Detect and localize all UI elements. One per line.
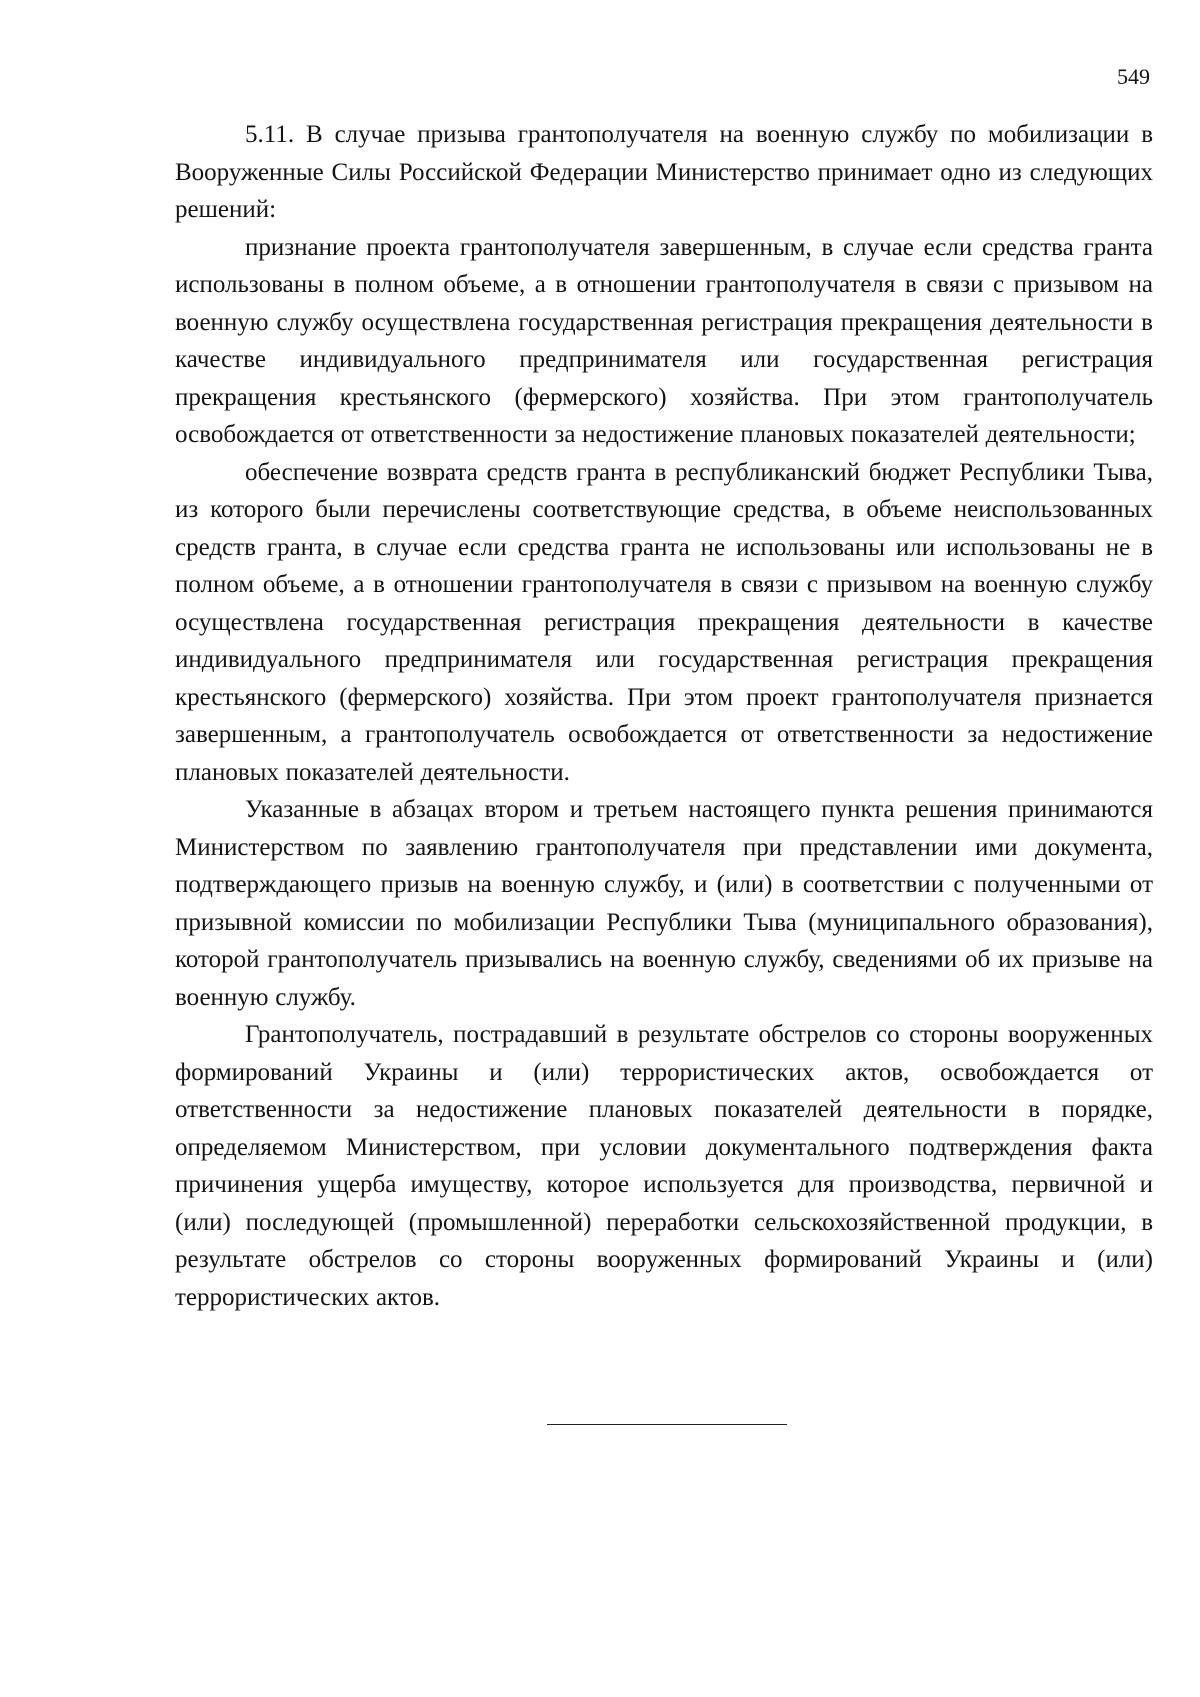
page-number: 549 <box>1117 64 1150 89</box>
paragraph-shelling-exemption: Грантополучатель, пострадавший в результате обстрелов со стороны вооруженных формирований Украины и (или) террористических актов, освобождается от ответственности за недостижение плановых показателей деятельности в порядке, определяемом Министерством, при условии документального подтверждения факта причинения ущерба имуществу, которое используется для производства, первичной и (или) последующей (промышленной) переработки сельскохозяйственной продукции, в результате обстрелов со стороны вооруженных формирований Украины и (или) террористических актов. <box>175 1021 1153 1311</box>
paragraph-project-completed: признание проекта грантополучателя завершенным, в случае если средства гранта использованы в полном объеме, а в отношении грантополучателя в связи с призывом на военную службу осуществлена государственная регистрация прекращения деятельности в качестве индивидуального предпринимателя или государственная регистрация прекращения крестьянского (фермерского) хозяйства. При этом грантополучатель освобождается от ответственности за недостижение плановых показателей деятельности; <box>175 233 1153 448</box>
paragraph-decision-basis: Указанные в абзацах втором и третьем настоящего пункта решения принимаются Министерством по заявлению грантополучателя при представлении ими документа, подтверждающего призыв на военную службу, и (или) в соответствии с полученными от призывной комиссии по мобилизации Республики Тыва (муниципального образования), которой грантополучатель призывались на военную службу, сведениями об их призыве на военную службу. <box>175 796 1153 1011</box>
document-body <box>175 116 1153 1316</box>
end-of-text-rule <box>547 1424 787 1425</box>
paragraph-grant-return: обеспечение возврата средств гранта в республиканский бюджет Республики Тыва, из которого были перечислены соответствующие средства, в объеме неиспользованных средств гранта, в случае если средства гранта не использованы или использованы не в полном объеме, а в отношении грантополучателя в связи с призывом на военную службу осуществлена государственная регистрация прекращения деятельности в качестве индивидуального предпринимателя или государственная регистрация прекращения крестьянского (фермерского) хозяйства. При этом проект грантополучателя признается завершенным, а грантополучатель освобождается от ответственности за недостижение плановых показателей деятельности. <box>175 458 1153 786</box>
paragraph-5-11: 5.11. В случае призыва грантополучателя на военную службу по мобилизации в Вооруженные Силы Российской Федерации Министерство принимает одно из следующих решений: <box>175 121 1153 223</box>
